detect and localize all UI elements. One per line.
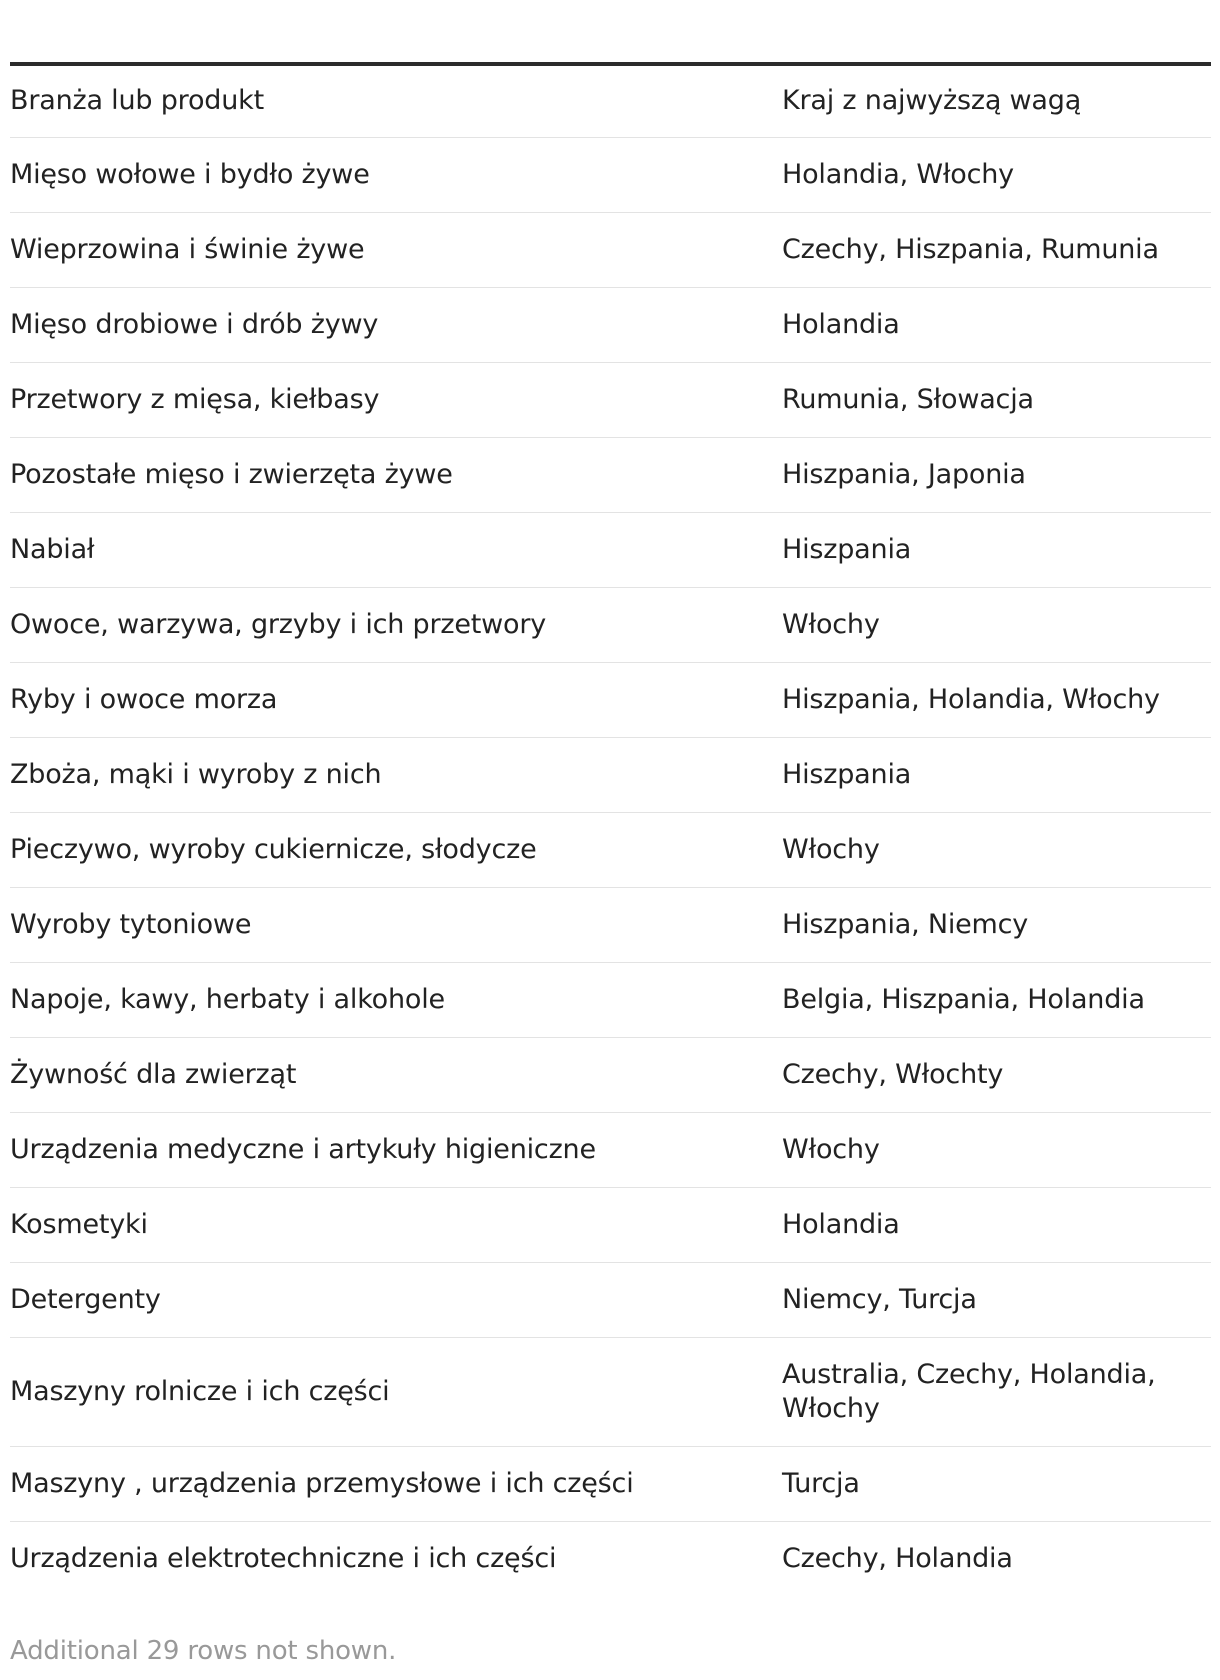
table-header-row	[10, 62, 1211, 138]
cell-country: Hiszpania, Holandia, Włochy	[782, 663, 1211, 738]
table-row	[10, 1263, 1211, 1338]
table-row	[10, 588, 1211, 663]
cell-country: Hiszpania, Japonia	[782, 438, 1211, 513]
cell-country: Hiszpania, Niemcy	[782, 888, 1211, 963]
cell-industry: Kosmetyki	[10, 1188, 782, 1263]
cell-country: Czechy, Włochty	[782, 1038, 1211, 1113]
table-row	[10, 513, 1211, 588]
cell-industry: Ryby i owoce morza	[10, 663, 782, 738]
cell-country: Holandia	[782, 288, 1211, 363]
table-header	[10, 62, 1211, 138]
cell-country: Australia, Czechy, Holandia, Włochy	[782, 1338, 1211, 1447]
table-row	[10, 1447, 1211, 1522]
cell-country: Niemcy, Turcja	[782, 1263, 1211, 1338]
table-row	[10, 663, 1211, 738]
cell-country: Włochy	[782, 813, 1211, 888]
cell-industry: Urządzenia medyczne i artykuły higieniczne	[10, 1113, 782, 1188]
table-row	[10, 438, 1211, 513]
cell-industry: Wieprzowina i świnie żywe	[10, 213, 782, 288]
cell-country: Hiszpania	[782, 513, 1211, 588]
cell-industry: Wyroby tytoniowe	[10, 888, 782, 963]
cell-industry: Żywność dla zwierząt	[10, 1038, 782, 1113]
table-row	[10, 1038, 1211, 1113]
cell-country: Czechy, Holandia	[782, 1543, 1013, 1574]
cell-industry: Urządzenia elektrotechniczne i ich części	[10, 1543, 557, 1574]
column-header-industry: Branża lub produkt	[10, 62, 782, 138]
cell-industry: Zboża, mąki i wyroby z nich	[10, 738, 782, 813]
cell-industry: Pieczywo, wyroby cukiernicze, słodycze	[10, 813, 782, 888]
table-row	[10, 288, 1211, 363]
cell-industry: Nabiał	[10, 513, 782, 588]
cell-industry: Pozostałe mięso i zwierzęta żywe	[10, 438, 782, 513]
cell-industry: Mięso drobiowe i drób żywy	[10, 288, 782, 363]
cell-country: Czechy, Hiszpania, Rumunia	[782, 213, 1211, 288]
column-header-country: Kraj z najwyższą wagą	[782, 62, 1211, 138]
cell-industry: Napoje, kawy, herbaty i alkohole	[10, 963, 782, 1038]
cell-industry: Owoce, warzywa, grzyby i ich przetwory	[10, 588, 782, 663]
cell-industry: Detergenty	[10, 1263, 782, 1338]
table-row	[10, 888, 1211, 963]
cell-country: Belgia, Hiszpania, Holandia	[782, 963, 1211, 1038]
table-row	[10, 363, 1211, 438]
table-row	[10, 738, 1211, 813]
hidden-rows-note: Additional 29 rows not shown.	[10, 1636, 397, 1666]
cell-country: Hiszpania	[782, 738, 1211, 813]
table-row	[10, 813, 1211, 888]
cell-country: Rumunia, Słowacja	[782, 363, 1211, 438]
cell-industry: Mięso wołowe i bydło żywe	[10, 138, 782, 213]
table-row	[10, 1113, 1211, 1188]
cell-industry: Maszyny rolnicze i ich części	[10, 1338, 782, 1447]
table-row	[10, 213, 1211, 288]
cell-industry: Maszyny , urządzenia przemysłowe i ich części	[10, 1447, 782, 1522]
cell-country: Holandia, Włochy	[782, 138, 1211, 213]
table-body	[10, 138, 1211, 1597]
table-row	[10, 1188, 1211, 1263]
cell-industry: Przetwory z mięsa, kiełbasy	[10, 363, 782, 438]
table-row	[10, 1522, 1211, 1597]
cell-country: Włochy	[782, 1113, 1211, 1188]
table-row	[10, 1338, 1211, 1447]
table-row	[10, 963, 1211, 1038]
cell-country: Holandia	[782, 1188, 1211, 1263]
cell-country: Włochy	[782, 588, 1211, 663]
data-table	[10, 62, 1211, 1596]
cell-country: Turcja	[782, 1447, 1211, 1522]
table-row	[10, 138, 1211, 213]
data-table-container	[10, 62, 1211, 1596]
